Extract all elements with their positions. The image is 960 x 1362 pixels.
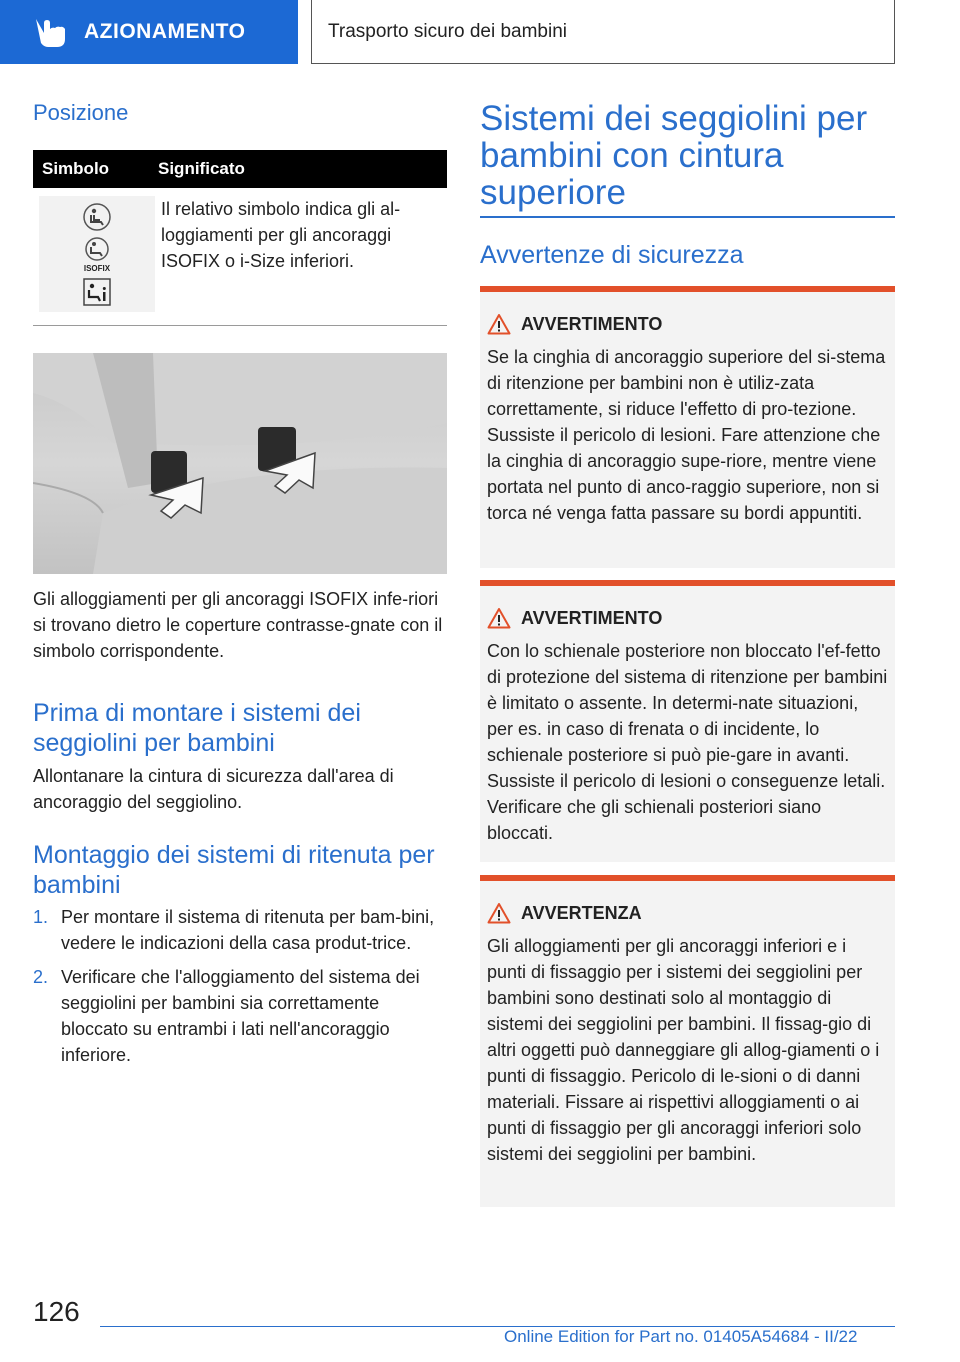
section-label: AZIONAMENTO <box>84 20 246 43</box>
child-seat-icon <box>82 202 112 232</box>
col-meaning: Significato <box>158 159 245 178</box>
warning-triangle-icon <box>487 607 511 629</box>
mounting-heading: Montaggio dei sistemi di ritenuta per bambini <box>33 841 435 899</box>
child-seat-info-icon <box>82 277 112 307</box>
page-number: 126 <box>33 1296 80 1327</box>
list-item <box>33 904 447 956</box>
step-number: 1. <box>33 907 49 927</box>
table-row <box>33 188 447 326</box>
table-header <box>33 150 447 188</box>
step-text: Per montare il sistema di ritenuta per bam-bini, vedere le indicazioni della casa produt-trice. <box>61 907 435 953</box>
warning-title <box>487 606 888 630</box>
notice-box <box>480 875 895 1207</box>
warning-box <box>480 286 895 568</box>
warning-title <box>487 901 888 925</box>
heading-divider <box>480 216 895 218</box>
meaning-cell: Il relativo simbolo indica gli al-loggiamenti per gli ancoraggi ISOFIX o i-Size inferiori. <box>161 199 401 271</box>
warning-box <box>480 580 895 862</box>
mounting-steps <box>33 904 447 1076</box>
warning-triangle-icon <box>487 313 511 335</box>
chapter-title: Trasporto sicuro dei bambini <box>311 0 895 64</box>
step-text: Verificare che l'alloggiamento del sistema dei seggiolini per bambini sia correttamente bloccato su entrambi i lati nell'ancoraggio inferiore. <box>61 967 420 1065</box>
symbol-cell <box>39 196 155 312</box>
step-number: 2. <box>33 967 49 987</box>
isofix-child-seat-icon <box>82 236 112 266</box>
warning-text: Con lo schienale posteriore non bloccato l'ef-fetto di protezione del sistema di ritenzione per bambini è limitato o assente. In determi-nate situazioni, per es. in caso di frenata o di incidente, lo schienale posteriore si può pie-gare in avanti. Sussiste il pericolo di lesioni o conseguenze letali. Verificare che gli schienali posteriori siano bloccati. <box>487 641 888 843</box>
anchor-location-text: Gli alloggiamenti per gli ancoraggi ISOFIX infe-riori si trovano dietro le coperture contrasse-gnate con il simbolo corrispondente. <box>33 589 443 661</box>
warning-text: Se la cinghia di ancoraggio superiore del si-stema di ritenzione per bambini non è utiliz-zata correttamente, si riduce l'effetto di pro-tezione. Sussiste il pericolo di lesioni. Fare attenzione che la cinghia di ancoraggio supe-riore, mentre viene portata nel punto di anco-raggio superiore, non si torca né venga fatta passare su bordi appuntiti. <box>487 347 886 523</box>
col-symbol: Simbolo <box>42 159 110 178</box>
isofix-label: ISOFIX <box>83 263 111 273</box>
warning-triangle-icon <box>487 902 511 924</box>
before-mounting-heading: Prima di montare i sistemi dei seggiolini per bambini <box>33 699 361 757</box>
before-mounting-text: Allontanare la cintura di sicurezza dall'area di ancoraggio del seggiolino. <box>33 766 394 812</box>
warning-title <box>487 312 888 336</box>
section-tab[interactable] <box>0 0 298 64</box>
warning-label: AVVERTIMENTO <box>521 313 663 334</box>
warning-label: AVVERTIMENTO <box>521 607 663 628</box>
isofix-anchor-photo <box>33 353 447 574</box>
safety-heading: Avvertenze di sicurezza <box>480 241 744 269</box>
symbol-table <box>33 150 447 326</box>
main-heading: Sistemi dei seggiolini per bambini con cintura superiore <box>480 99 868 212</box>
position-heading: Posizione <box>33 100 129 125</box>
list-item <box>33 964 447 1068</box>
hand-pointer-icon <box>30 15 70 49</box>
edition-text: Online Edition for Part no. 01405A54684 - II/22 <box>504 1327 858 1346</box>
warning-text: Gli alloggiamenti per gli ancoraggi inferiori e i punti di fissaggio per i sistemi dei seggiolini per bambini sono destinati solo al montaggio di sistemi dei seggiolini per bambini. Il fissag-gio di altri oggetti può danneggiare gli allog-giamenti o i punti di fissaggio. Pericolo di le-sioni o di danni materiali. Fissare ai rispettivi alloggiamenti o ai punti di fissaggio per gli ancoraggi inferiori solo sistemi dei seggiolini per bambini. <box>487 936 880 1164</box>
warning-label: AVVERTENZA <box>521 902 642 923</box>
